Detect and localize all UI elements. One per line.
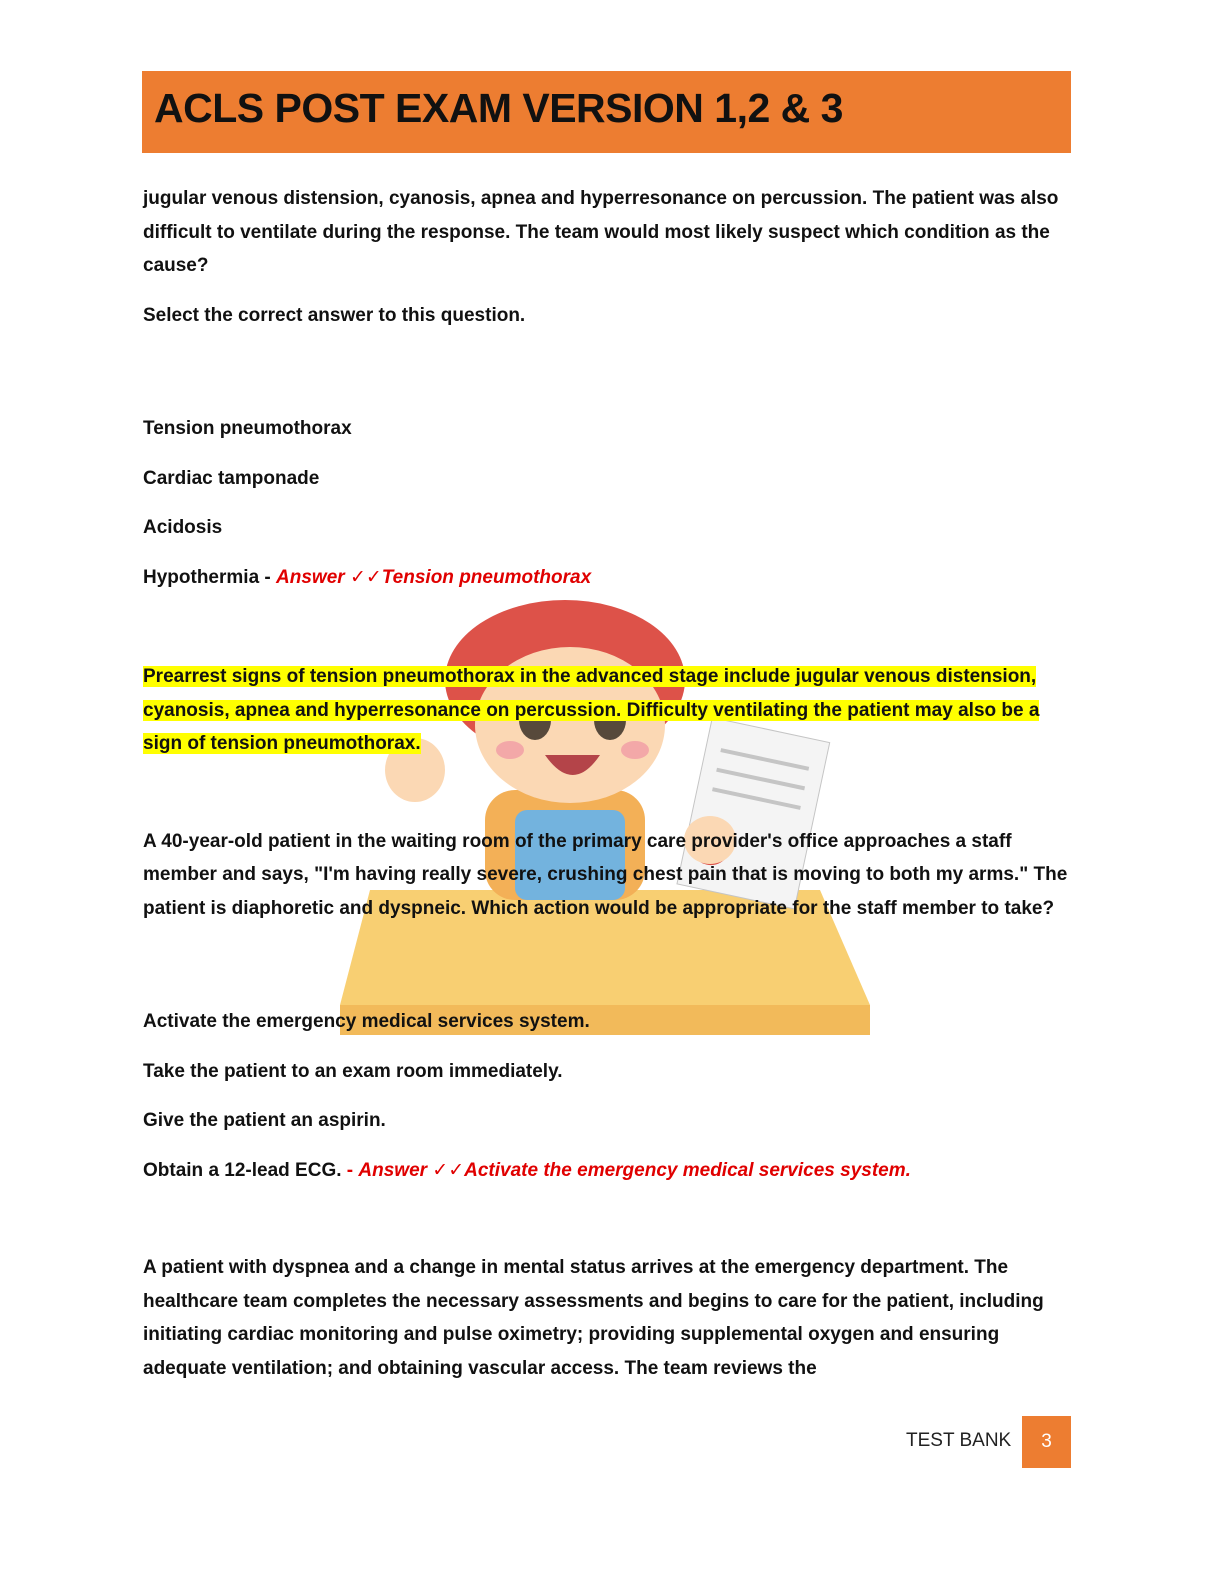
question-1-instruction: Select the correct answer to this question. [143,304,526,326]
question-2-answer: Answer ✓✓Activate the emergency medical services system. [358,1159,911,1181]
question-1-option-label: Hypothermia - [143,566,277,588]
rationale-highlight: Prearrest signs of tension pneumothorax in the advanced stage include jugular venous distension, cyanosis, apnea and hyperresonance on percussion. Difficulty ventilating the patient may also be a sign of tension pneumothorax. [143,666,1040,754]
page-title: ACLS POST EXAM VERSION 1,2 & 3 [154,85,843,131]
question-1-stem: jugular venous distension, cyanosis, apnea and hyperresonance on percussion. The patient was also difficult to ventilate during the response. The team would most likely suspect which condition as the cause? [143,188,1059,276]
question-1-rationale [143,660,1073,761]
question-2-option-label: Obtain a 12-lead ECG. [143,1159,347,1181]
answer-dash: - [346,1159,359,1181]
question-2-stem: A 40-year-old patient in the waiting room of the primary care provider's office approaches a staff member and says, "I'm having really severe, crushing chest pain that is moving to both my arms." The patient is diaphoretic and dyspneic. Which action would be appropriate for the staff member to take? [143,830,1068,919]
question-1-option: Cardiac tamponade [143,467,320,489]
question-2-option-with-answer [143,1154,1073,1188]
question-1-option: Acidosis [143,517,223,538]
header-band [142,71,1071,153]
question-2-option: Activate the emergency medical services system. [143,1011,590,1032]
page-number: 3 [1022,1416,1071,1468]
question-1-option: Tension pneumothorax [143,418,352,439]
question-1-answer: Answer ✓✓Tension pneumothorax [276,566,592,588]
footer-label: TEST BANK [906,1430,1012,1451]
question-2-option: Give the patient an aspirin. [143,1110,386,1131]
question-1-option-with-answer [143,561,1073,595]
question-2-option: Take the patient to an exam room immediately. [143,1060,563,1082]
document-body [143,182,1073,1385]
question-3-stem: A patient with dyspnea and a change in mental status arrives at the emergency department. The healthcare team completes the necessary assessments and begins to care for the patient, including initiating cardiac monitoring and pulse oximetry; providing supplemental oxygen and ensuring adequate ventilation; and obtaining vascular access. The team reviews the [143,1257,1044,1379]
